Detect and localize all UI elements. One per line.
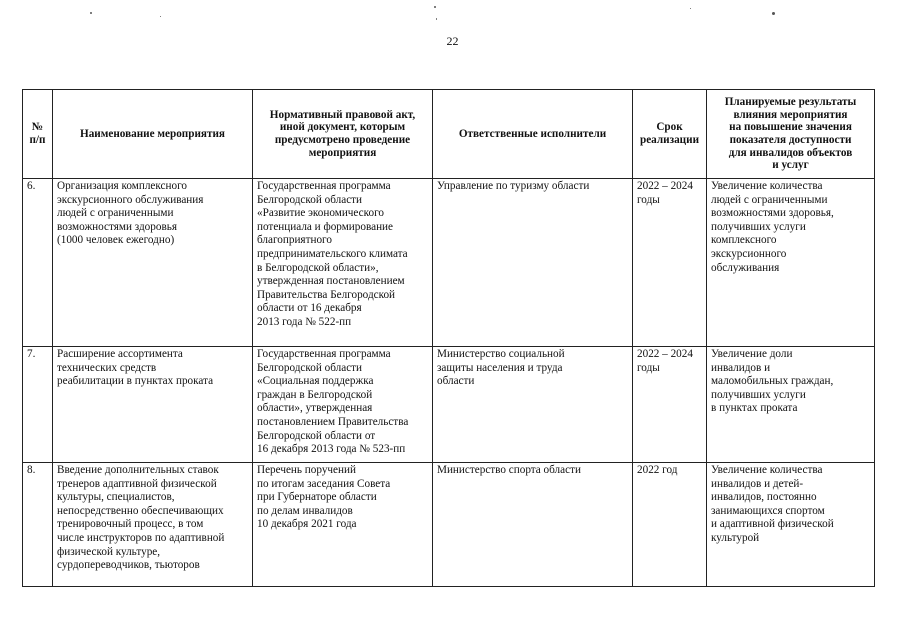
row-term: 2022 год <box>633 463 707 587</box>
row-term: 2022 – 2024 годы <box>633 347 707 463</box>
row-measure-name: Введение дополнительных ставок тренеров адаптивной физической культуры, специалистов, непосредственно обеспечивающих тренировочный процесс, в том числе инструкторов по адаптивной физической культуре, сурдопереводчиков, тьюторов <box>53 463 253 587</box>
row-measure-name: Расширение ассортимента технических средств реабилитации в пунктах проката <box>53 347 253 463</box>
row-measure-name: Организация комплексного экскурсионного обслуживания людей с ограниченными возможностями здоровья (1000 человек ежегодно) <box>53 179 253 347</box>
row-legal-act: Перечень поручений по итогам заседания Совета при Губернаторе области по делам инвалидов 10 декабря 2021 года <box>253 463 433 587</box>
table-row <box>23 179 875 347</box>
table-row <box>23 347 875 463</box>
header-legal-act: Нормативный правовой акт, иной документ, которым предусмотрено проведение мероприятия <box>253 90 433 179</box>
row-executor: Управление по туризму области <box>433 179 633 347</box>
table-header-row <box>23 90 875 179</box>
row-number: 7. <box>23 347 53 463</box>
row-number: 6. <box>23 179 53 347</box>
header-term: Срок реализации <box>633 90 707 179</box>
row-legal-act: Государственная программа Белгородской области «Социальная поддержка граждан в Белгородской области», утвержденная постановлением Правительства Белгородской области от 16 декабря 2013 года № 523-пп <box>253 347 433 463</box>
row-executor: Министерство социальной защиты населения и труда области <box>433 347 633 463</box>
table-row <box>23 463 875 587</box>
measures-table <box>22 89 875 587</box>
header-executors: Ответственные исполнители <box>433 90 633 179</box>
scan-speck <box>772 12 775 15</box>
scan-speck <box>160 16 161 17</box>
row-number: 8. <box>23 463 53 587</box>
scan-speck <box>690 8 691 9</box>
row-result: Увеличение доли инвалидов и маломобильных граждан, получивших услуги в пунктах проката <box>707 347 875 463</box>
scan-speck <box>436 18 437 20</box>
header-measure-name: Наименование мероприятия <box>53 90 253 179</box>
header-planned-results: Планируемые результаты влияния мероприятия на повышение значения показателя доступности для инвалидов объектов и услуг <box>707 90 875 179</box>
row-term: 2022 – 2024 годы <box>633 179 707 347</box>
row-legal-act: Государственная программа Белгородской области «Развитие экономического потенциала и формирование благоприятного предпринимательского климата в Белгородской области», утвержденная постановлением Правительства Белгородской области от 16 декабря 2013 года № 522-пп <box>253 179 433 347</box>
header-number: № п/п <box>23 90 53 179</box>
scan-speck <box>434 6 436 8</box>
page-number: 22 <box>446 34 459 48</box>
scan-speck <box>90 12 92 14</box>
row-executor: Министерство спорта области <box>433 463 633 587</box>
row-result: Увеличение количества людей с ограниченными возможностями здоровья, получивших услуги комплексного экскурсионного обслуживания <box>707 179 875 347</box>
row-result: Увеличение количества инвалидов и детей- инвалидов, постоянно занимающихся спортом и адаптивной физической культурой <box>707 463 875 587</box>
